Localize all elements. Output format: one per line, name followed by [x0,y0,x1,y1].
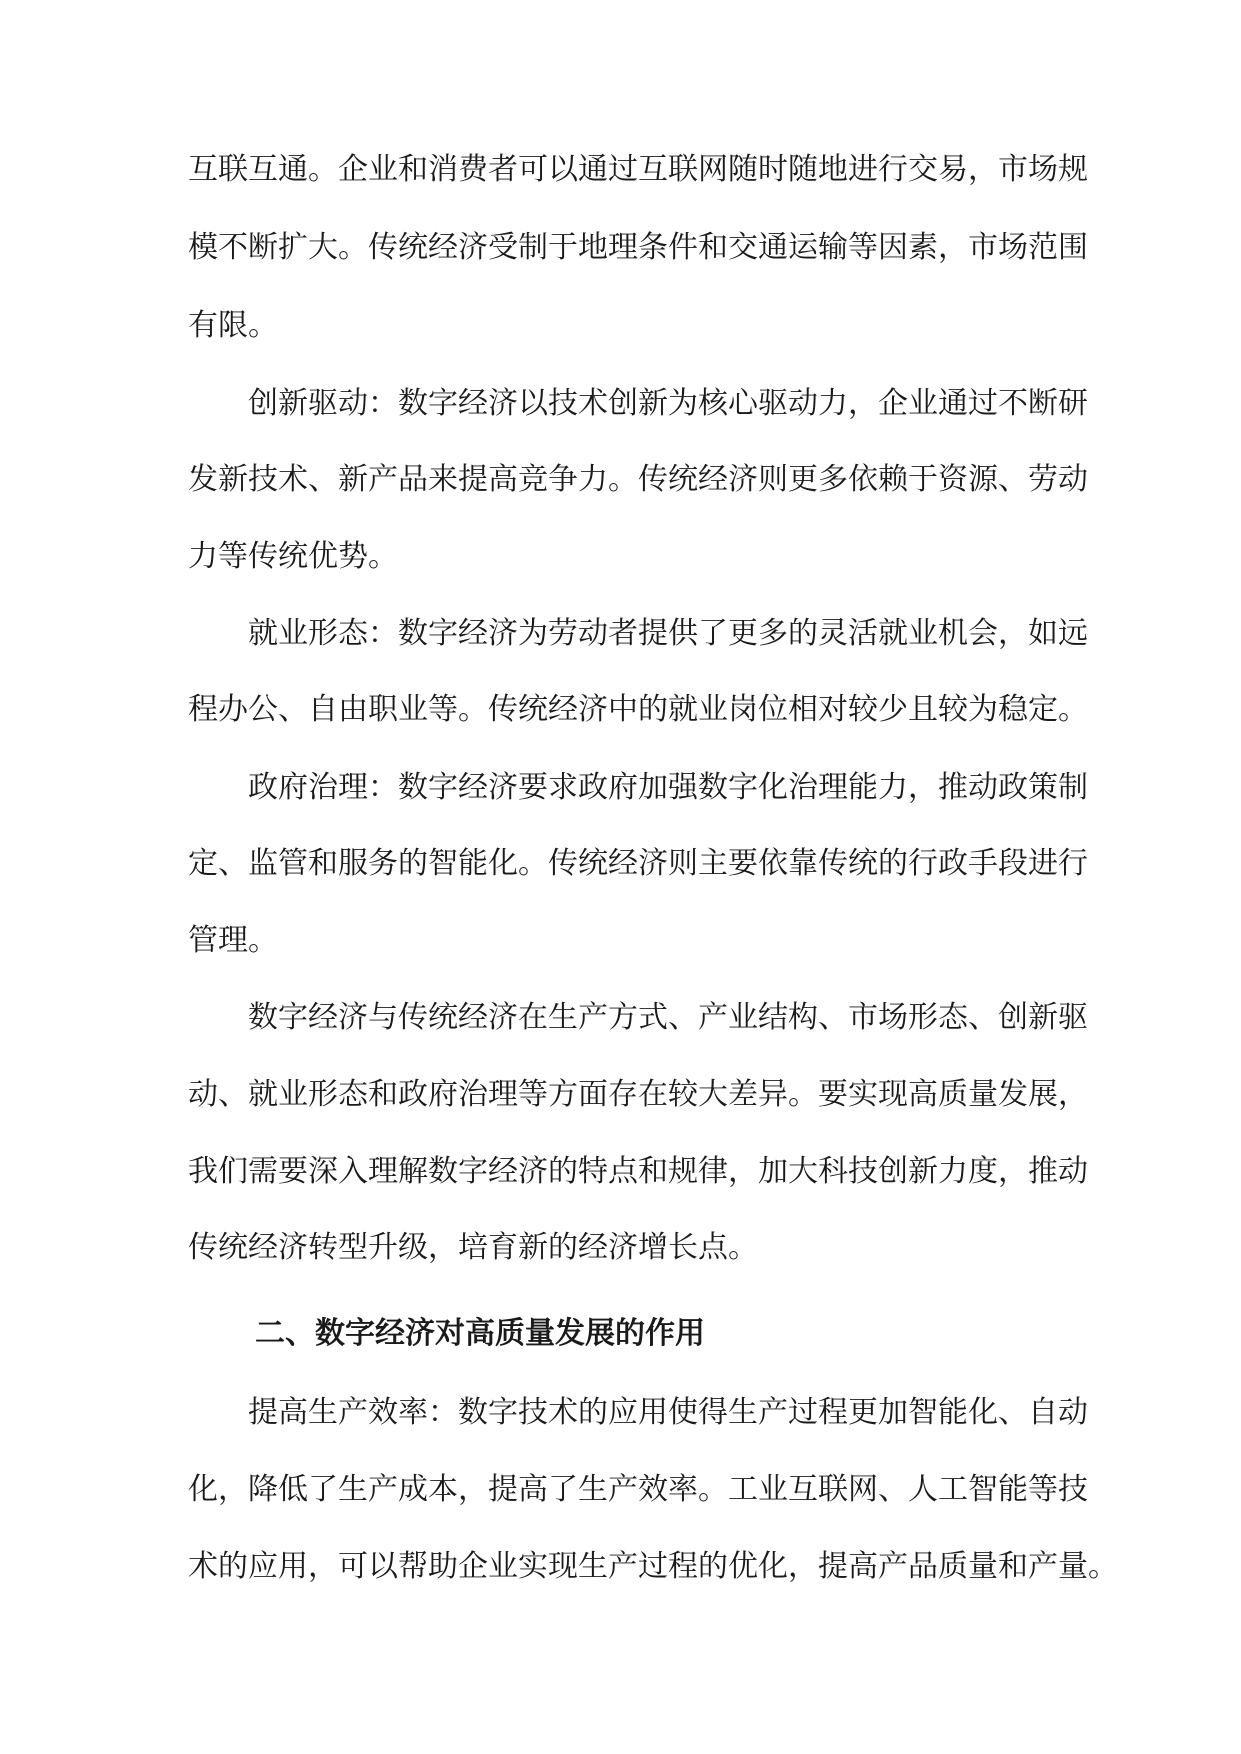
paragraph-line: 力等传统优势。 [188,539,398,574]
paragraph-line: 术的应用，可以帮助企业实现生产过程的优化，提高产品质量和产量。 [188,1549,1118,1584]
paragraph-line: 动、就业形态和政府治理等方面存在较大差异。要实现高质量发展， [188,1077,1088,1112]
paragraph-line: 创新驱动：数字经济以技术创新为核心驱动力，企业通过不断研 [248,386,1088,421]
paragraph-line: 数字经济与传统经济在生产方式、产业结构、市场形态、创新驱 [248,1000,1088,1035]
paragraph-line: 我们需要深入理解数字经济的特点和规律，加大科技创新力度，推动 [188,1154,1088,1189]
paragraph-line: 政府治理：数字经济要求政府加强数字化治理能力，推动政策制 [248,770,1088,805]
section-heading: 二、数字经济对高质量发展的作用 [255,1316,705,1351]
paragraph-line: 化，降低了生产成本，提高了生产效率。工业互联网、人工智能等技 [188,1472,1088,1507]
paragraph-line: 定、监管和服务的智能化。传统经济则主要依靠传统的行政手段进行 [188,846,1088,881]
paragraph-line: 提高生产效率：数字技术的应用使得生产过程更加智能化、自动 [248,1395,1088,1430]
paragraph-line: 传统经济转型升级，培育新的经济增长点。 [188,1230,758,1265]
paragraph-line: 管理。 [188,923,278,958]
paragraph-line: 模不断扩大。传统经济受制于地理条件和交通运输等因素，市场范围 [188,230,1088,265]
paragraph-line: 互联互通。企业和消费者可以通过互联网随时随地进行交易，市场规 [188,152,1088,187]
paragraph-line: 有限。 [188,308,278,343]
paragraph-line: 发新技术、新产品来提高竞争力。传统经济则更多依赖于资源、劳动 [188,462,1088,497]
paragraph-line: 程办公、自由职业等。传统经济中的就业岗位相对较少且较为稳定。 [188,692,1088,727]
paragraph-line: 就业形态：数字经济为劳动者提供了更多的灵活就业机会，如远 [248,616,1088,651]
